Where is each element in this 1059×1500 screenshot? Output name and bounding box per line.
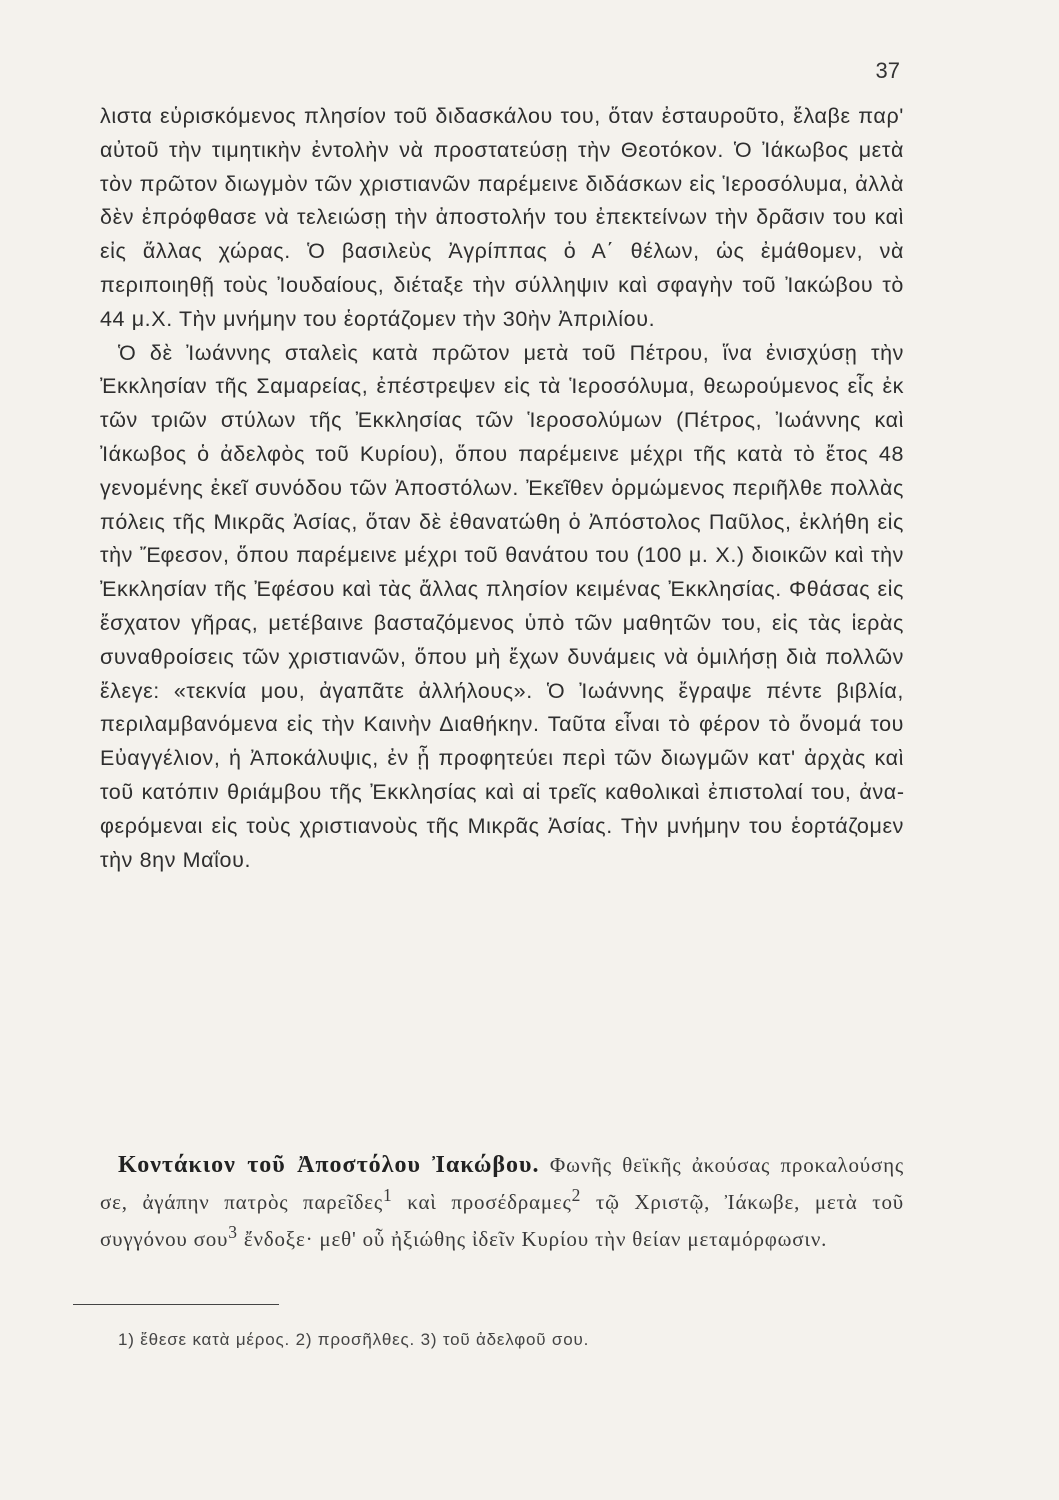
footnotes: 1) ἔθεσε κατὰ μέρος. 2) προσῆλθες. 3) τοῦ ἀδελφοῦ σου. (118, 1330, 590, 1349)
footnote-ref-1: 1 (383, 1185, 393, 1205)
footnote-ref-2: 2 (571, 1185, 582, 1205)
kontakion-paragraph (100, 1150, 904, 1254)
paragraph-james: λιστα εὑρισκόμενος πλησίον τοῦ διδασκάλου του, ὅταν ἐσταυροῦτο, ἔλαβε παρ' αὐτοῦ τὴν τιμητικὴν ἐντολὴν νὰ προστατεύσῃ τὴν Θεοτόκον. Ὁ Ἰάκωβος μετὰ τὸν πρῶτον διωγμὸν τῶν χριστιανῶν παρέμεινε διδάσκων εἰς Ἱεροσόλυμα, ἀλλὰ δὲν ἐπρόφθασε νὰ τελειώσῃ τὴν ἀποστολήν του ἐπεκτείνων τὴν δρᾶσιν του καὶ εἰς ἄλλας χώρας. Ὁ βασιλεὺς Ἀγρίππας ὁ Α΄ θέλων, ὡς ἐμάθομεν, νὰ περιποιηθῇ τοὺς Ἰουδαίους, διέταξε τὴν σύλληψιν καὶ σφαγὴν τοῦ Ἰακώβου τὸ 44 μ.Χ. Τὴν μνήμην του ἑορτάζομεν τὴν 30ὴν Ἀπριλίου. (100, 104, 904, 331)
paragraph-john: Ὁ δὲ Ἰωάννης σταλεὶς κατὰ πρῶτον μετὰ τοῦ Πέτρου, ἵνα ἐνισχύσῃ τὴν Ἐκκλησίαν τῆς Σαμαρείας, ἐπέστρεψεν εἰς τὰ Ἱεροσόλυμα, θεωρούμενος εἷς ἐκ τῶν τριῶν στύλων τῆς Ἐκκλησίας τῶν Ἱεροσολύμων (Πέτρος, Ἰωάννης καὶ Ἰάκωβος ὁ ἀδελφὸς τοῦ Κυρίου), ὅπου παρέμεινε μέχρι τῆς κατὰ τὸ ἔτος 48 γενομένης ἐκεῖ συνόδου τῶν Ἀποστόλων. Ἐκεῖθεν ὁρμώμενος περιῆλθε πολλὰς πόλεις τῆς Μικρᾶς Ἀσίας, ὅταν δὲ ἐθανατώθη ὁ Ἀπόστολος Παῦλος, ἐκλήθη εἰς τὴν Ἔφεσον, ὅπου παρέμεινε μέχρι τοῦ θανάτου του (100 μ. Χ.) διοικῶν καὶ τὴν Ἐκκλησίαν τῆς Ἐφέσου καὶ τὰς ἄλλας πλησίον κειμένας Ἐκκλησίας. Φθάσας εἰς ἔσχατον γῆρας, μετέβαινε βασταζόμενος ὑπὸ τῶν μαθητῶν του, εἰς τὰς ἱερὰς συναθροίσεις τῶν χριστιανῶν, ὅπου μὴ ἔχων δυνάμεις νὰ ὁμιλήσῃ διὰ πολλῶν ἔλεγε: «τεκνία μου, ἀγαπᾶτε ἀλλήλους». Ὁ Ἰωάννης ἔγραψε πέντε βιβλία, περιλαμβανόμενα εἰς τὴν Καινὴν Διαθήκην. Ταῦτα εἶναι τὸ φέρον τὸ ὄνομά του Εὐαγγέλιον, ἡ Ἀποκάλυψις, ἐν ᾗ προφητεύει περὶ τῶν διωγμῶν κατ' ἀρχὰς καὶ τοῦ κατόπιν θριάμβου τῆς Ἐκκλησίας καὶ αἱ τρεῖς καθολικαὶ ἐπιστολαί του, ἀναφερόμεναι εἰς τοὺς χριστιανοὺς τῆς Μικρᾶς Ἀσίας. Τὴν μνήμην του ἑορτάζομεν τὴν 8ην Μαΐου. (100, 340, 904, 872)
kontakion-text-a: Φωνῆς θεϊκῆς ἀκούσας προκαλούσης σε, ἀγάπην πατρὸς παρεῖδες (100, 1153, 905, 1214)
footnote-divider (73, 1304, 279, 1305)
kontakion-text-b: καὶ προσέδραμες (407, 1190, 572, 1214)
body-text (100, 100, 904, 877)
kontakion-heading: Κοντάκιον τοῦ Ἀποστόλου Ἰακώβου. (118, 1152, 540, 1178)
kontakion-text-c: τῷ Χριστῷ, Ἰάκωβε, μετὰ τοῦ συγγόνου σου (100, 1190, 904, 1251)
page-number: 37 (875, 58, 900, 83)
kontakion-section (100, 1150, 904, 1254)
footnote-ref-3: 3 (228, 1222, 238, 1242)
kontakion-text-d: ἔνδοξε· μεθ' οὗ ἠξιώθης ἰδεῖν Κυρίου τὴν θείαν μεταμόρφωσιν. (243, 1227, 828, 1251)
